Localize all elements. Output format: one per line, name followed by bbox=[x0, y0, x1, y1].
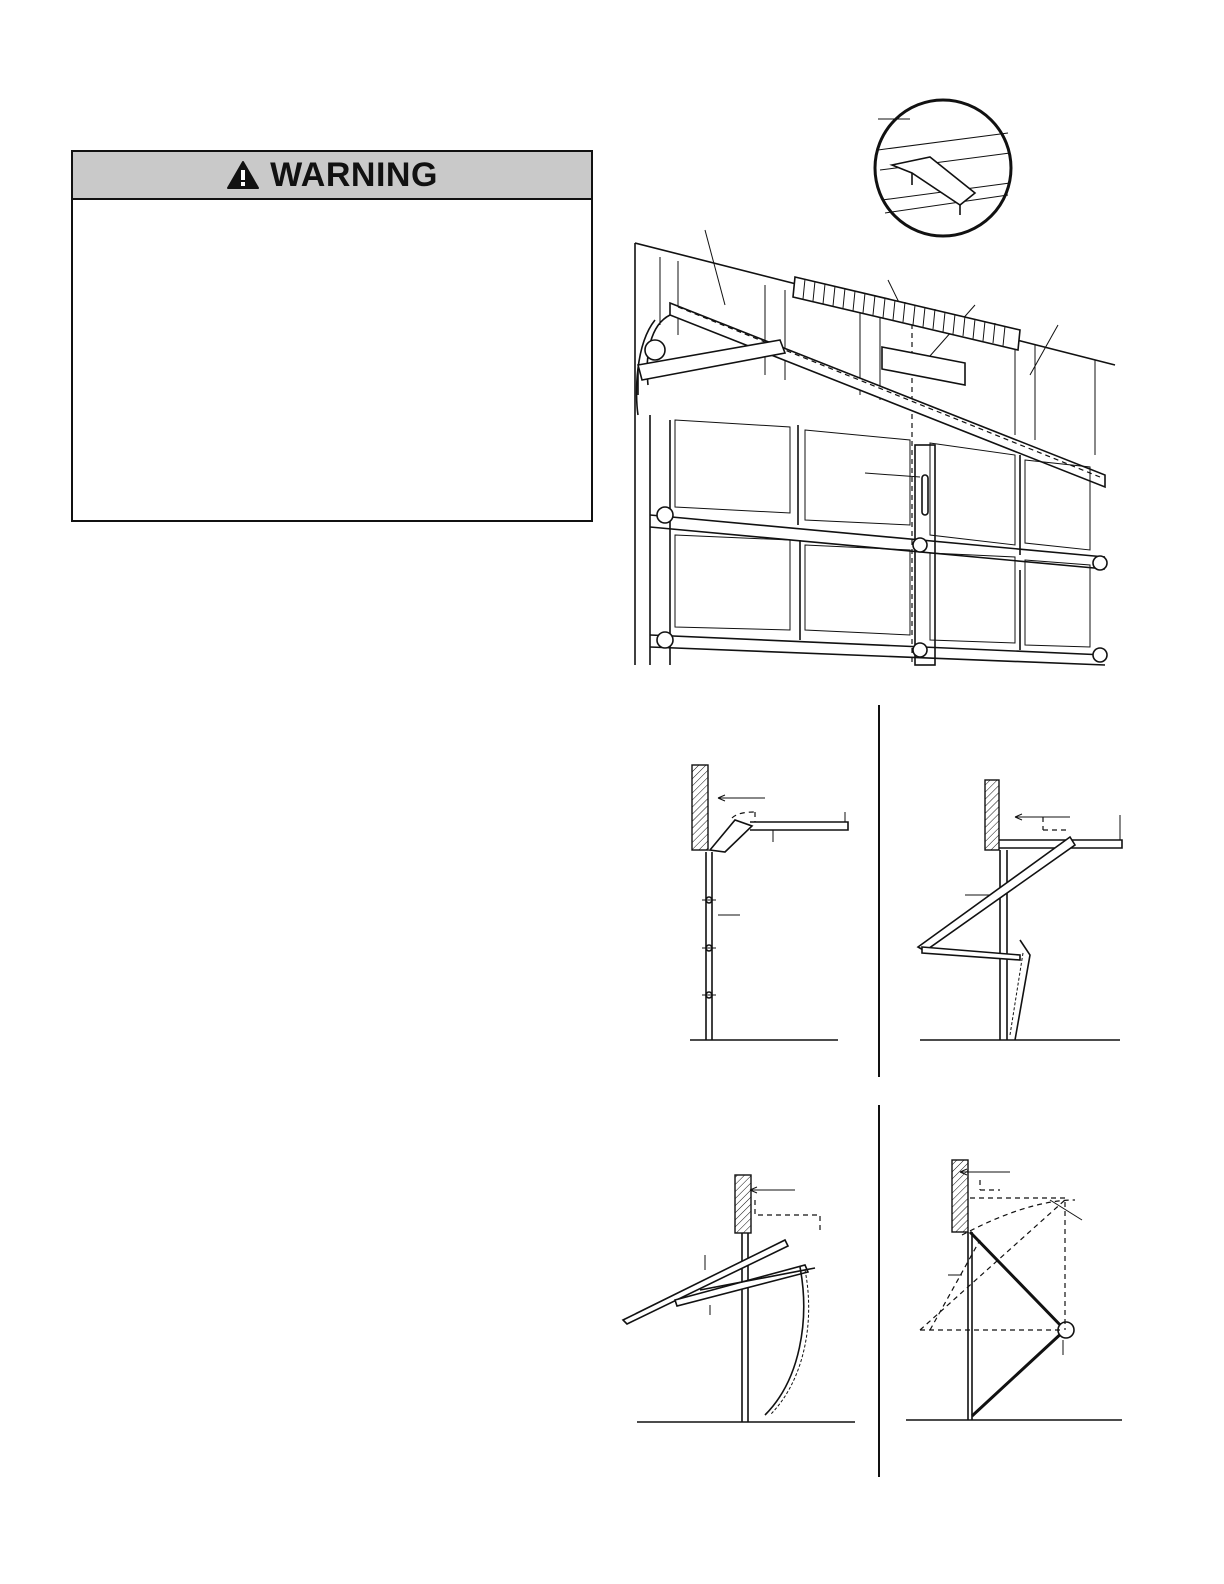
one-piece-door-track-side-view bbox=[910, 775, 1130, 1050]
warning-triangle-icon bbox=[226, 160, 260, 190]
divider-bottom bbox=[878, 1105, 880, 1477]
one-piece-door-jamb-hardware-side-view bbox=[615, 1170, 865, 1430]
sectional-door-side-view bbox=[640, 760, 860, 1050]
detail-circle bbox=[875, 100, 1011, 236]
warning-body bbox=[73, 200, 591, 520]
warning-box bbox=[71, 150, 593, 522]
divider-top bbox=[878, 705, 880, 1077]
one-piece-door-pivot-side-view bbox=[900, 1160, 1130, 1430]
warning-title: WARNING bbox=[270, 155, 438, 194]
warning-header bbox=[73, 152, 591, 200]
garage-door-header-illustration bbox=[630, 95, 1130, 670]
torsion-spring bbox=[793, 277, 1020, 350]
